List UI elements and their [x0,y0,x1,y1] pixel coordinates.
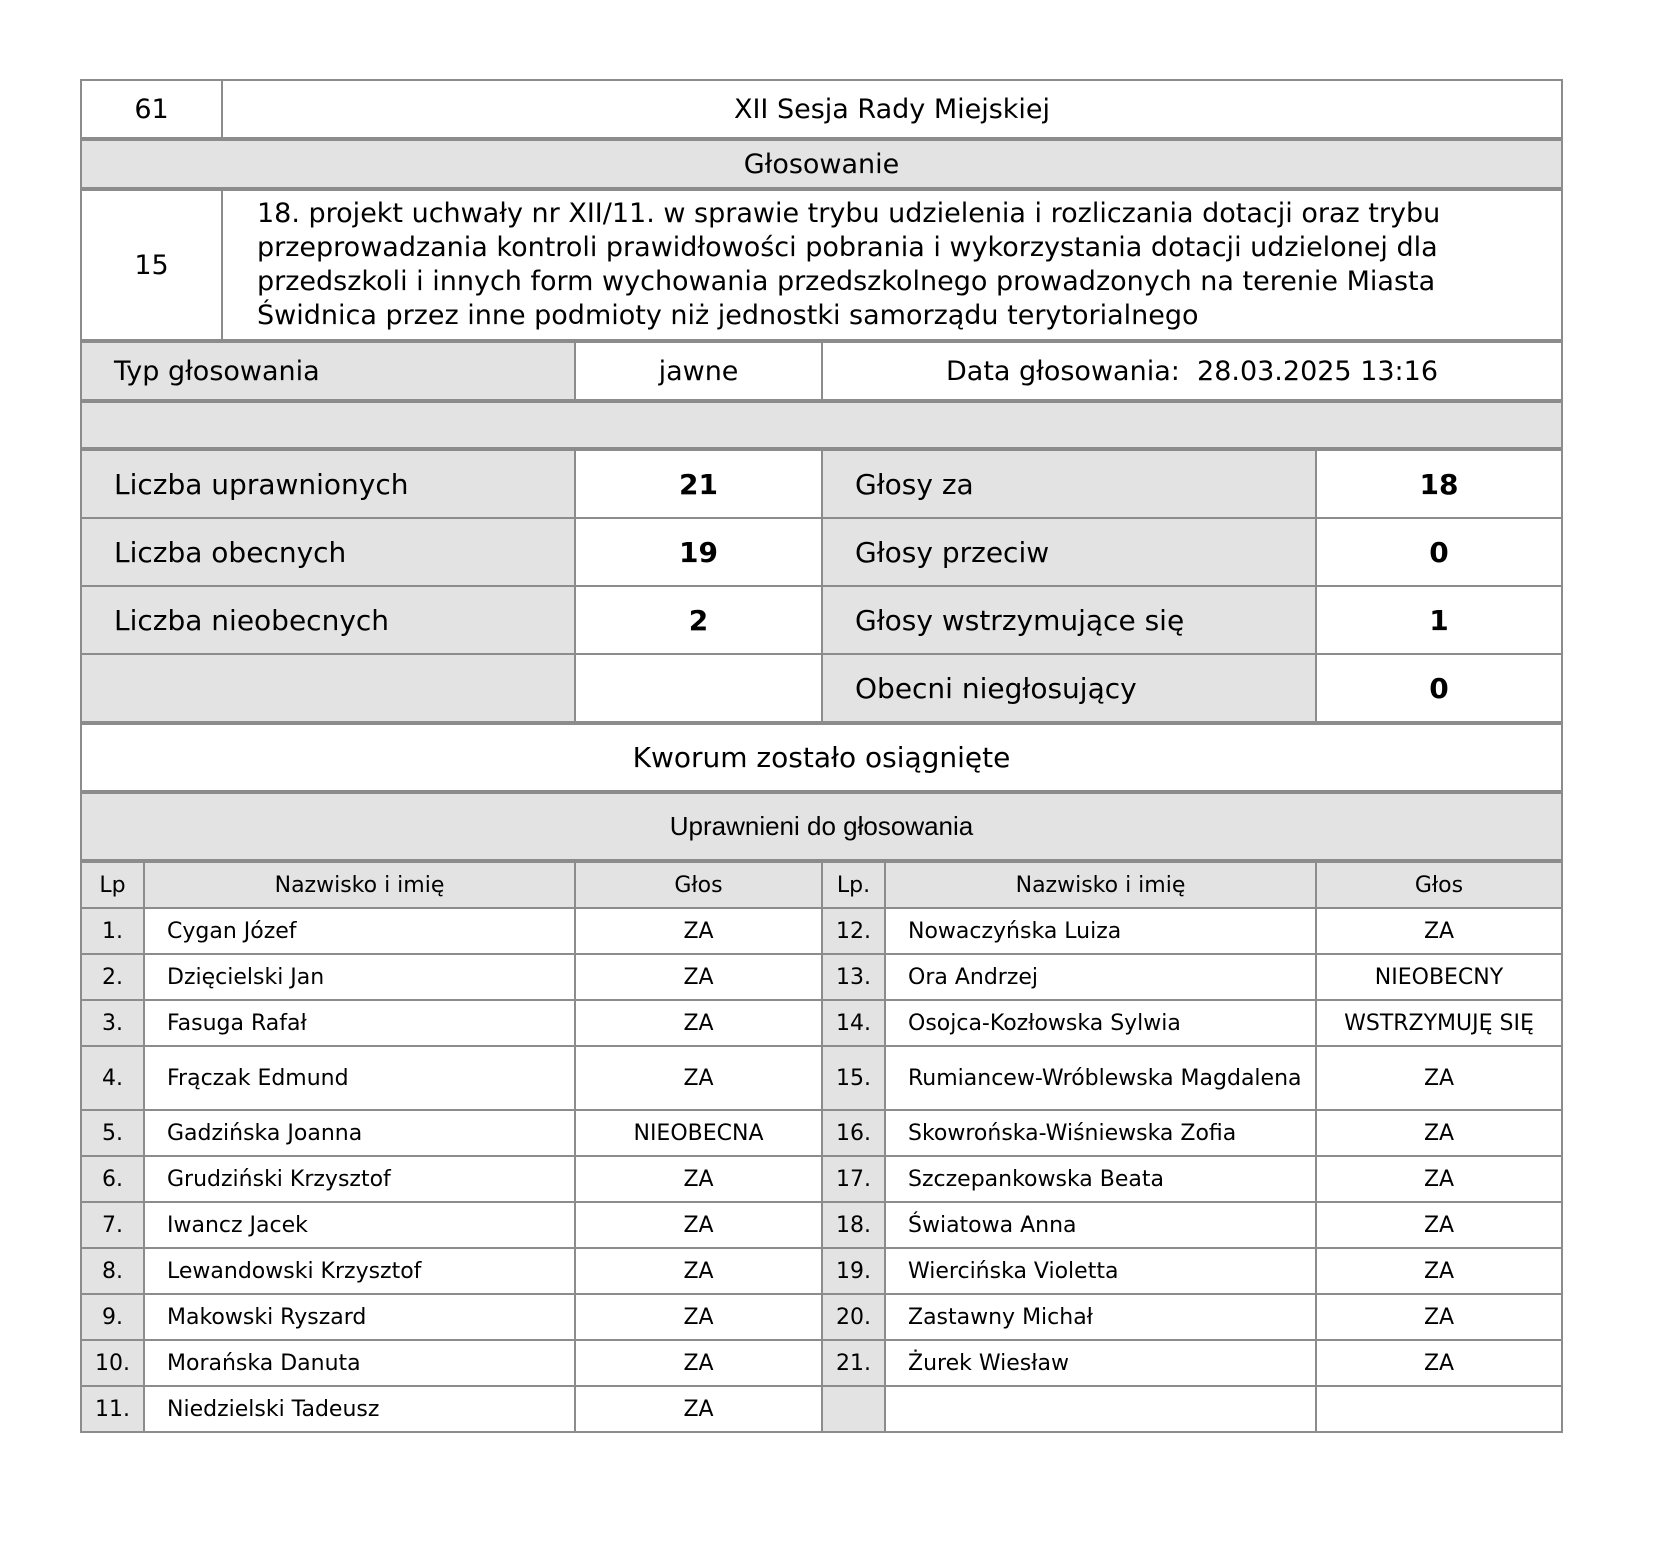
voter-vote: ZA [1316,1110,1562,1156]
voter-vote: ZA [575,954,822,1000]
voter-vote: ZA [575,1340,822,1386]
voter-vote: ZA [1316,1156,1562,1202]
table-row [81,1000,1562,1046]
voter-name: Osojca-Kozłowska Sylwia [885,1000,1316,1046]
voter-lp: 10. [81,1340,144,1386]
voter-lp: 7. [81,1202,144,1248]
vote-date [822,342,1562,400]
voter-vote: NIEOBECNA [575,1110,822,1156]
voter-name: Dzięcielski Jan [144,954,575,1000]
spacer-bar [80,401,1563,449]
session-header [80,79,1563,139]
voter-lp: 9. [81,1294,144,1340]
absent-label: Liczba nieobecnych [81,586,575,654]
table-row [81,1340,1562,1386]
voter-name: Frączak Edmund [144,1046,575,1110]
voter-lp: 11. [81,1386,144,1432]
voter-lp: 20. [822,1294,885,1340]
voter-vote: ZA [575,1386,822,1432]
vote-statistics [80,449,1563,723]
voter-vote: NIEOBECNY [1316,954,1562,1000]
voter-vote: ZA [575,1156,822,1202]
voter-name [885,1386,1316,1432]
voter-name: Grudziński Krzysztof [144,1156,575,1202]
eligible-label: Liczba uprawnionych [81,450,575,518]
voter-vote: ZA [1316,1294,1562,1340]
abstain-label: Głosy wstrzymujące się [822,586,1316,654]
voter-name: Niedzielski Tadeusz [144,1386,575,1432]
against-label: Głosy przeciw [822,518,1316,586]
voter-lp: 2. [81,954,144,1000]
voter-vote: ZA [1316,1202,1562,1248]
voters-title: Uprawnieni do głosowania [81,793,1562,860]
col-name-right: Nazwisko i imię [885,862,1316,908]
voter-lp: 13. [822,954,885,1000]
voting-record-sheet [80,79,1563,1433]
voters-title-row [80,792,1563,861]
section-label: Głosowanie [81,140,1562,188]
col-vote-right: Głos [1316,862,1562,908]
voter-lp: 21. [822,1340,885,1386]
voter-lp: 8. [81,1248,144,1294]
present-not-voting-value: 0 [1316,654,1562,722]
voter-lp [822,1386,885,1432]
voter-name: Gadzińska Joanna [144,1110,575,1156]
table-row [81,1156,1562,1202]
voter-vote: ZA [575,1000,822,1046]
voter-name: Światowa Anna [885,1202,1316,1248]
voter-vote: ZA [1316,908,1562,954]
voter-lp: 5. [81,1110,144,1156]
voter-vote: WSTRZYMUJĘ SIĘ [1316,1000,1562,1046]
vote-number: 15 [81,190,222,340]
voter-vote: ZA [575,1202,822,1248]
voters-table [80,861,1563,1433]
voters-header-row [81,862,1562,908]
eligible-value: 21 [575,450,822,518]
session-number: 61 [81,80,222,138]
vote-type-row [80,341,1563,401]
vote-date-label: Data głosowania: [945,355,1180,387]
table-row [81,954,1562,1000]
col-vote-left: Głos [575,862,822,908]
voter-vote: ZA [1316,1046,1562,1110]
voter-name: Makowski Ryszard [144,1294,575,1340]
present-value: 19 [575,518,822,586]
voter-vote: ZA [575,1046,822,1110]
table-row [81,1202,1562,1248]
voter-vote [1316,1386,1562,1432]
voter-lp: 17. [822,1156,885,1202]
voter-name: Zastawny Michał [885,1294,1316,1340]
voter-lp: 15. [822,1046,885,1110]
voter-name: Nowaczyńska Luiza [885,908,1316,954]
for-label: Głosy za [822,450,1316,518]
against-value: 0 [1316,518,1562,586]
vote-date-value: 28.03.2025 13:16 [1197,355,1438,387]
for-value: 18 [1316,450,1562,518]
empty-label-cell [81,654,575,722]
table-row [81,1248,1562,1294]
voter-lp: 14. [822,1000,885,1046]
vote-type-value: jawne [575,342,822,400]
voter-vote: ZA [1316,1340,1562,1386]
voter-name: Szczepankowska Beata [885,1156,1316,1202]
voter-lp: 6. [81,1156,144,1202]
voter-name: Lewandowski Krzysztof [144,1248,575,1294]
table-row [81,1294,1562,1340]
present-not-voting-label: Obecni niegłosujący [822,654,1316,722]
col-name-left: Nazwisko i imię [144,862,575,908]
session-title: XII Sesja Rady Miejskiej [222,80,1562,138]
voter-name: Cygan Józef [144,908,575,954]
quorum-text: Kworum zostało osiągnięte [81,724,1562,791]
voter-lp: 18. [822,1202,885,1248]
voter-vote: ZA [1316,1248,1562,1294]
vote-type-label: Typ głosowania [81,342,575,400]
voter-lp: 12. [822,908,885,954]
spacer-cell [81,402,1562,448]
voter-lp: 3. [81,1000,144,1046]
voter-name: Iwancz Jacek [144,1202,575,1248]
voter-lp: 19. [822,1248,885,1294]
voter-name: Morańska Danuta [144,1340,575,1386]
section-header [80,139,1563,189]
voter-lp: 16. [822,1110,885,1156]
table-row [81,1046,1562,1110]
voter-name: Ora Andrzej [885,954,1316,1000]
voter-name: Wiercińska Violetta [885,1248,1316,1294]
voter-name: Żurek Wiesław [885,1340,1316,1386]
voter-lp: 4. [81,1046,144,1110]
absent-value: 2 [575,586,822,654]
voter-vote: ZA [575,908,822,954]
col-lp-left: Lp [81,862,144,908]
col-lp-right: Lp. [822,862,885,908]
vote-subject [80,189,1563,341]
vote-description: 18. projekt uchwały nr XII/11. w sprawie trybu udzielenia i rozliczania dotacji oraz trybu przeprowadzania kontroli prawidłowości pobrania i wykorzystania dotacji udzielonej dla przedszkoli i innych form wychowania przedszkolnego prowadzonych na terenie Miasta Świdnica przez inne podmioty niż jednostki samorządu terytorialnego [222,190,1562,340]
voter-lp: 1. [81,908,144,954]
quorum-row [80,723,1563,792]
abstain-value: 1 [1316,586,1562,654]
voter-name: Fasuga Rafał [144,1000,575,1046]
voter-name: Rumiancew-Wróblewska Magdalena [885,1046,1316,1110]
voter-vote: ZA [575,1248,822,1294]
table-row [81,1386,1562,1432]
empty-value-cell [575,654,822,722]
voter-name: Skowrońska-Wiśniewska Zofia [885,1110,1316,1156]
table-row [81,908,1562,954]
voter-vote: ZA [575,1294,822,1340]
present-label: Liczba obecnych [81,518,575,586]
table-row [81,1110,1562,1156]
